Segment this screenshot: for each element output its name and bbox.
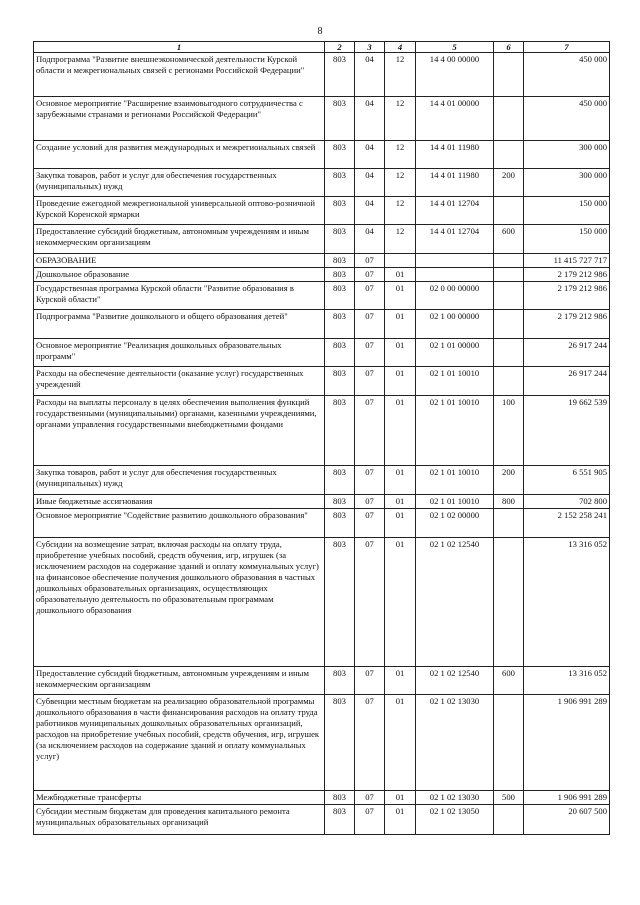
table-row (34, 268, 610, 282)
ministry-code-cell: 803 (325, 495, 355, 509)
section-code-cell: 07 (355, 695, 385, 791)
table-row (34, 667, 610, 695)
section-code-cell: 04 (355, 53, 385, 97)
ministry-code-cell: 803 (325, 667, 355, 695)
amount-cell: 702 800 (524, 495, 610, 509)
header-col-4: 4 (385, 42, 416, 53)
subsection-code-cell: 12 (385, 197, 416, 225)
expense-type-code-cell (494, 141, 524, 169)
item-name-cell: Основное мероприятие "Содействие развитию дошкольного образования" (34, 509, 325, 538)
ministry-code-cell: 803 (325, 97, 355, 141)
expense-type-code-cell: 600 (494, 225, 524, 254)
header-col-1: 1 (34, 42, 325, 53)
amount-cell: 13 316 052 (524, 667, 610, 695)
table-row (34, 169, 610, 197)
amount-cell: 19 662 539 (524, 396, 610, 466)
target-article-code-cell: 02 1 02 13030 (416, 791, 494, 805)
expense-type-code-cell: 500 (494, 791, 524, 805)
target-article-code-cell: 14 4 00 00000 (416, 53, 494, 97)
ministry-code-cell: 803 (325, 268, 355, 282)
item-name-cell: Субсидии местным бюджетам для проведения капитального ремонта муниципальных образовательных организаций (34, 805, 325, 835)
target-article-code-cell (416, 268, 494, 282)
amount-cell: 1 906 991 289 (524, 791, 610, 805)
subsection-code-cell: 01 (385, 396, 416, 466)
target-article-code-cell: 02 1 02 13050 (416, 805, 494, 835)
expense-type-code-cell (494, 695, 524, 791)
target-article-code-cell: 02 1 01 10010 (416, 495, 494, 509)
section-code-cell: 07 (355, 805, 385, 835)
expense-type-code-cell (494, 53, 524, 97)
table-row (34, 225, 610, 254)
ministry-code-cell: 803 (325, 197, 355, 225)
expense-type-code-cell (494, 282, 524, 310)
subsection-code-cell: 12 (385, 53, 416, 97)
table-row (34, 310, 610, 339)
table-row (34, 367, 610, 396)
subsection-code-cell: 01 (385, 667, 416, 695)
expense-type-code-cell (494, 805, 524, 835)
table-row (34, 97, 610, 141)
table-row (34, 466, 610, 495)
target-article-code-cell: 02 1 01 10010 (416, 396, 494, 466)
section-code-cell: 07 (355, 538, 385, 667)
section-code-cell: 07 (355, 367, 385, 396)
table-row (34, 396, 610, 466)
ministry-code-cell: 803 (325, 805, 355, 835)
amount-cell: 11 415 727 717 (524, 254, 610, 268)
table-row (34, 254, 610, 268)
subsection-code-cell: 01 (385, 791, 416, 805)
table-row (34, 282, 610, 310)
table-row (34, 509, 610, 538)
expense-type-code-cell (494, 310, 524, 339)
item-name-cell: Иные бюджетные ассигнования (34, 495, 325, 509)
item-name-cell: Дошкольное образование (34, 268, 325, 282)
section-code-cell: 07 (355, 396, 385, 466)
header-col-2: 2 (325, 42, 355, 53)
item-name-cell: Субвенции местным бюджетам на реализацию образовательной программы дошкольного образования в части финансирования расходов на оплату труда работников муниципальных дошкольных образовательных организаций, расходов на приобретение учебных пособий, средств обучения, игр, игрушек (за исключением расходов на содержание зданий и оплату коммунальных услуг) (34, 695, 325, 791)
item-name-cell: Основное мероприятие "Расширение взаимовыгодного сотрудничества с зарубежными странами и регионами Российской Федерации" (34, 97, 325, 141)
target-article-code-cell: 02 1 01 00000 (416, 339, 494, 367)
item-name-cell: Расходы на обеспечение деятельности (оказание услуг) государственных учреждений (34, 367, 325, 396)
section-code-cell: 07 (355, 495, 385, 509)
item-name-cell: Предоставление субсидий бюджетным, автономным учреждениям и иным некоммерческим организациям (34, 667, 325, 695)
target-article-code-cell: 14 4 01 12704 (416, 197, 494, 225)
amount-cell: 150 000 (524, 197, 610, 225)
amount-cell: 450 000 (524, 53, 610, 97)
expense-type-code-cell (494, 367, 524, 396)
ministry-code-cell: 803 (325, 169, 355, 197)
amount-cell: 1 906 991 289 (524, 695, 610, 791)
section-code-cell: 07 (355, 509, 385, 538)
section-code-cell: 07 (355, 339, 385, 367)
item-name-cell: ОБРАЗОВАНИЕ (34, 254, 325, 268)
item-name-cell: Межбюджетные трансферты (34, 791, 325, 805)
subsection-code-cell: 12 (385, 141, 416, 169)
item-name-cell: Расходы на выплаты персоналу в целях обеспечения выполнения функций государственными (муниципальными) органами, казенными учреждениями, органами управления государственными внебюджетными фондами (34, 396, 325, 466)
table-row (34, 791, 610, 805)
target-article-code-cell: 02 1 00 00000 (416, 310, 494, 339)
header-col-6: 6 (494, 42, 524, 53)
subsection-code-cell: 01 (385, 367, 416, 396)
ministry-code-cell: 803 (325, 509, 355, 538)
ministry-code-cell: 803 (325, 53, 355, 97)
section-code-cell: 04 (355, 97, 385, 141)
target-article-code-cell: 02 1 01 10010 (416, 367, 494, 396)
item-name-cell: Государственная программа Курской области "Развитие образования в Курской области" (34, 282, 325, 310)
subsection-code-cell: 01 (385, 495, 416, 509)
target-article-code-cell: 02 1 02 00000 (416, 509, 494, 538)
subsection-code-cell: 01 (385, 339, 416, 367)
target-article-code-cell: 02 1 02 12540 (416, 667, 494, 695)
subsection-code-cell: 01 (385, 695, 416, 791)
target-article-code-cell: 14 4 01 11980 (416, 141, 494, 169)
ministry-code-cell: 803 (325, 254, 355, 268)
header-col-3: 3 (355, 42, 385, 53)
expense-type-code-cell: 100 (494, 396, 524, 466)
item-name-cell: Подпрограмма "Развитие дошкольного и общего образования детей" (34, 310, 325, 339)
expense-type-code-cell (494, 538, 524, 667)
target-article-code-cell: 02 1 02 13030 (416, 695, 494, 791)
ministry-code-cell: 803 (325, 367, 355, 396)
item-name-cell: Закупка товаров, работ и услуг для обеспечения государственных (муниципальных) нужд (34, 466, 325, 495)
amount-cell: 300 000 (524, 169, 610, 197)
expense-type-code-cell (494, 509, 524, 538)
item-name-cell: Предоставление субсидий бюджетным, автономным учреждениям и иным некоммерческим организациям (34, 225, 325, 254)
subsection-code-cell (385, 254, 416, 268)
expense-type-code-cell: 800 (494, 495, 524, 509)
subsection-code-cell: 01 (385, 538, 416, 667)
amount-cell: 300 000 (524, 141, 610, 169)
amount-cell: 2 179 212 986 (524, 268, 610, 282)
section-code-cell: 07 (355, 310, 385, 339)
expense-type-code-cell (494, 97, 524, 141)
subsection-code-cell: 12 (385, 169, 416, 197)
amount-cell: 450 000 (524, 97, 610, 141)
table-row (34, 141, 610, 169)
ministry-code-cell: 803 (325, 282, 355, 310)
target-article-code-cell (416, 254, 494, 268)
subsection-code-cell: 12 (385, 97, 416, 141)
expense-type-code-cell (494, 197, 524, 225)
amount-cell: 26 917 244 (524, 339, 610, 367)
target-article-code-cell: 14 4 01 00000 (416, 97, 494, 141)
expense-type-code-cell (494, 254, 524, 268)
amount-cell: 20 607 500 (524, 805, 610, 835)
subsection-code-cell: 01 (385, 268, 416, 282)
amount-cell: 26 917 244 (524, 367, 610, 396)
table-row (34, 695, 610, 791)
section-code-cell: 07 (355, 282, 385, 310)
section-code-cell: 07 (355, 254, 385, 268)
section-code-cell: 07 (355, 791, 385, 805)
subsection-code-cell: 12 (385, 225, 416, 254)
amount-cell: 2 179 212 986 (524, 310, 610, 339)
amount-cell: 150 000 (524, 225, 610, 254)
page-number: 8 (317, 26, 323, 37)
section-code-cell: 04 (355, 169, 385, 197)
target-article-code-cell: 02 1 02 12540 (416, 538, 494, 667)
ministry-code-cell: 803 (325, 225, 355, 254)
target-article-code-cell: 02 1 01 10010 (416, 466, 494, 495)
amount-cell: 2 179 212 986 (524, 282, 610, 310)
expense-type-code-cell: 200 (494, 169, 524, 197)
budget-table (33, 41, 610, 835)
ministry-code-cell: 803 (325, 141, 355, 169)
ministry-code-cell: 803 (325, 396, 355, 466)
target-article-code-cell: 14 4 01 11980 (416, 169, 494, 197)
ministry-code-cell: 803 (325, 791, 355, 805)
ministry-code-cell: 803 (325, 339, 355, 367)
table-row (34, 197, 610, 225)
subsection-code-cell: 01 (385, 282, 416, 310)
header-col-7: 7 (524, 42, 610, 53)
item-name-cell: Закупка товаров, работ и услуг для обеспечения государственных (муниципальных) нужд (34, 169, 325, 197)
section-code-cell: 07 (355, 667, 385, 695)
target-article-code-cell: 14 4 01 12704 (416, 225, 494, 254)
header-col-5: 5 (416, 42, 494, 53)
table-row (34, 495, 610, 509)
subsection-code-cell: 01 (385, 466, 416, 495)
section-code-cell: 07 (355, 268, 385, 282)
item-name-cell: Основное мероприятие "Реализация дошкольных образовательных программ" (34, 339, 325, 367)
expense-type-code-cell: 200 (494, 466, 524, 495)
expense-type-code-cell: 600 (494, 667, 524, 695)
item-name-cell: Субсидии на возмещение затрат, включая расходы на оплату труда, приобретение учебных пособий, средств обучения, игр, игрушек (за исключением расходов на содержание зданий и оплату коммунальных услуг) на финансовое обеспечение получения дошкольного образования в частных дошкольных образовательных организациях, осуществляющих образовательную деятельность по образовательным программам дошкольного образования (34, 538, 325, 667)
section-code-cell: 04 (355, 141, 385, 169)
subsection-code-cell: 01 (385, 310, 416, 339)
subsection-code-cell: 01 (385, 805, 416, 835)
section-code-cell: 04 (355, 225, 385, 254)
target-article-code-cell: 02 0 00 00000 (416, 282, 494, 310)
item-name-cell: Проведение ежегодной межрегиональной универсальной оптово-розничной Курской Коренской ярмарки (34, 197, 325, 225)
item-name-cell: Создание условий для развития международных и межрегиональных связей (34, 141, 325, 169)
ministry-code-cell: 803 (325, 695, 355, 791)
expense-type-code-cell (494, 268, 524, 282)
table-row (34, 339, 610, 367)
ministry-code-cell: 803 (325, 538, 355, 667)
section-code-cell: 07 (355, 466, 385, 495)
table-row (34, 805, 610, 835)
amount-cell: 2 152 258 241 (524, 509, 610, 538)
table-header-row (34, 42, 610, 53)
ministry-code-cell: 803 (325, 310, 355, 339)
amount-cell: 6 551 905 (524, 466, 610, 495)
table-row (34, 53, 610, 97)
ministry-code-cell: 803 (325, 466, 355, 495)
item-name-cell: Подпрограмма "Развитие внешнеэкономической деятельности Курской области и межрегиональных связей с регионами Российской Федерации" (34, 53, 325, 97)
table-row (34, 538, 610, 667)
section-code-cell: 04 (355, 197, 385, 225)
expense-type-code-cell (494, 339, 524, 367)
subsection-code-cell: 01 (385, 509, 416, 538)
amount-cell: 13 316 052 (524, 538, 610, 667)
